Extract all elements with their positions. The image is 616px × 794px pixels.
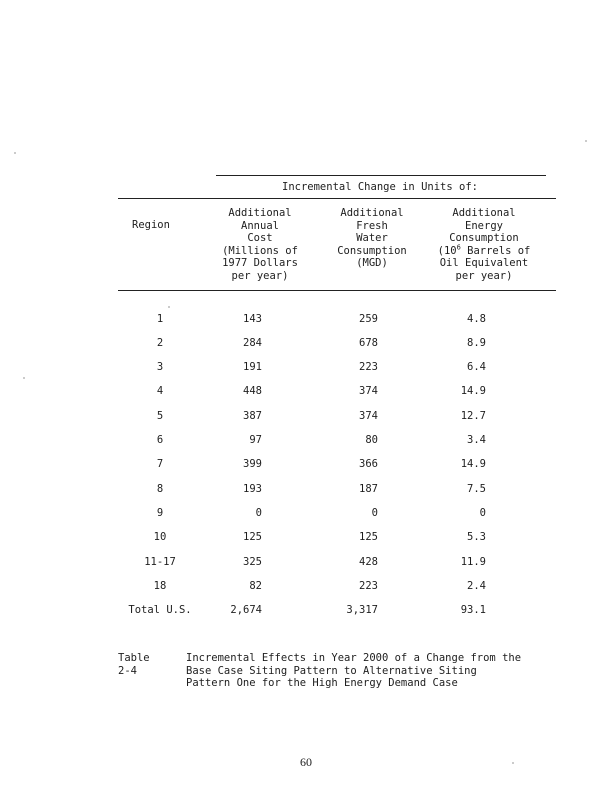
cost-cell: 143 [243, 313, 262, 325]
cost-cell: 2,674 [230, 604, 262, 616]
spanner-header: Incremental Change in Units of: [282, 181, 478, 193]
region-cell: 1 [156, 313, 164, 325]
region-cell: 18 [153, 580, 167, 592]
region-cell: 5 [156, 410, 164, 422]
cost-cell: 387 [243, 410, 262, 422]
caption-text: Incremental Effects in Year 2000 of a Change from the Base Case Siting Pattern to Alternative Siting Pattern One for the High Energy Demand Case [186, 652, 522, 689]
region-cell: 11-17 [144, 556, 176, 568]
energy-cell: 14.9 [460, 385, 486, 397]
water-cell: 259 [359, 313, 378, 325]
energy-cell: 8.9 [467, 337, 486, 349]
water-cell: 428 [359, 556, 378, 568]
water-cell: 223 [359, 361, 378, 373]
cost-cell: 193 [243, 483, 262, 495]
caption-label: Table 2-4 [118, 652, 150, 677]
water-cell: 678 [359, 337, 378, 349]
scan-speck [512, 762, 514, 764]
region-cell: 10 [153, 531, 167, 543]
energy-cell: 7.5 [467, 483, 486, 495]
energy-cell: 2.4 [467, 580, 486, 592]
water-cell: 80 [365, 434, 378, 446]
region-cell: 8 [156, 483, 164, 495]
cost-cell: 325 [243, 556, 262, 568]
energy-cell: 3.4 [467, 434, 486, 446]
cost-cell: 97 [249, 434, 262, 446]
water-cell: 366 [359, 458, 378, 470]
scan-speck [585, 140, 587, 142]
region-cell: 9 [156, 507, 164, 519]
region-cell: 2 [156, 337, 164, 349]
cost-cell: 448 [243, 385, 262, 397]
region-cell: 7 [156, 458, 164, 470]
scan-speck [168, 306, 170, 308]
region-cell: 6 [156, 434, 164, 446]
scan-speck [14, 152, 16, 154]
water-cell: 223 [359, 580, 378, 592]
cost-cell: 0 [255, 507, 262, 519]
energy-cell: 12.7 [460, 410, 486, 422]
energy-cell: 14.9 [460, 458, 486, 470]
region-cell: 3 [156, 361, 164, 373]
header-top-rule [118, 198, 556, 199]
water-cell: 374 [359, 385, 378, 397]
water-column-header: Additional Fresh Water Consumption (MGD) [337, 207, 407, 269]
page-number: 60 [300, 755, 312, 769]
cost-column-header: Additional Annual Cost (Millions of 1977 Dollars per year) [222, 207, 298, 282]
energy-cell: 5.3 [467, 531, 486, 543]
region-column-header: Region [132, 219, 170, 231]
scan-speck [23, 377, 25, 379]
energy-cell: 6.4 [467, 361, 486, 373]
energy-cell: 4.8 [467, 313, 486, 325]
spanner-rule [216, 175, 546, 176]
region-cell: 4 [156, 385, 164, 397]
energy-cell: 0 [479, 507, 486, 519]
water-cell: 3,317 [346, 604, 378, 616]
energy-cell: 11.9 [460, 556, 486, 568]
cost-cell: 125 [243, 531, 262, 543]
cost-cell: 82 [249, 580, 262, 592]
water-cell: 374 [359, 410, 378, 422]
energy-cell: 93.1 [460, 604, 486, 616]
water-cell: 187 [359, 483, 378, 495]
region-cell: Total U.S. [128, 604, 192, 616]
water-cell: 0 [371, 507, 378, 519]
cost-cell: 191 [243, 361, 262, 373]
cost-cell: 399 [243, 458, 262, 470]
energy-column-header: Additional Energy Consumption ($10^6$ Barrels of Oil Equivalent per year) [437, 207, 531, 282]
water-cell: 125 [359, 531, 378, 543]
header-bottom-rule [118, 290, 556, 291]
cost-cell: 284 [243, 337, 262, 349]
